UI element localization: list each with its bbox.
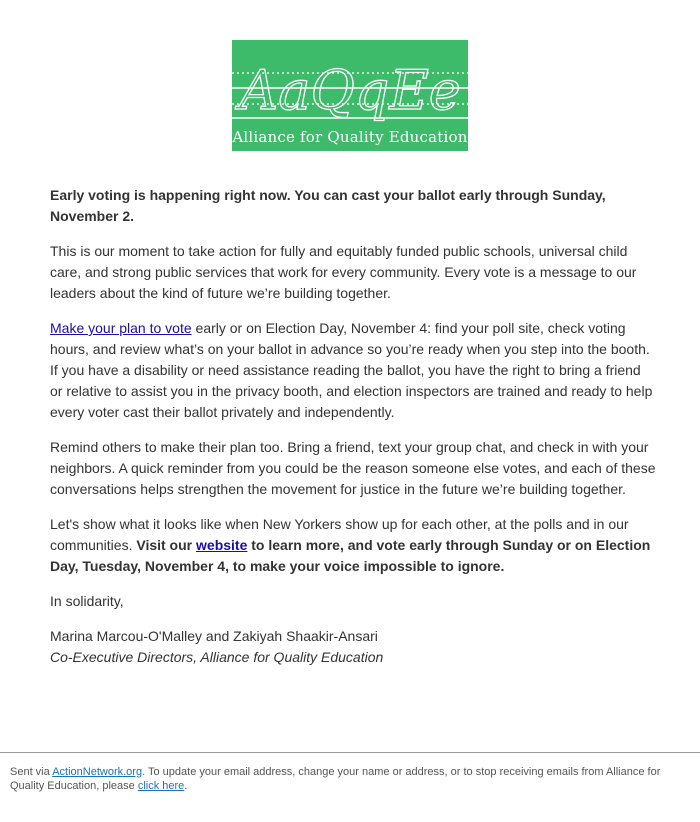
intro-text: Early voting is happening right now. You can cast your ballot early through Sunday, November 2. [50, 187, 606, 224]
show-up-text: Let's show what it looks like when New Yorkers show up for each other, at the polls and in our communities. [50, 516, 629, 553]
aqe-logo [232, 40, 468, 151]
signers: Marina Marcou-O'Malley and Zakiyah Shaakir-Ansari [50, 628, 378, 644]
closing: In solidarity, [50, 593, 124, 609]
paragraph-moment: This is our moment to take action for fully and equitably funded public schools, universal child care, and strong public services that work for every community. Every vote is a message to our leaders about the kind of future we’re building together. [50, 243, 637, 301]
paragraph-remind: Remind others to make their plan too. Bring a friend, text your group chat, and check in with your neighbors. A quick reminder from you could be the reason someone else votes, and each of these conversations helps strengthen the movement for justice in the future we’re building together. [50, 439, 656, 497]
actionnetwork-link[interactable]: ActionNetwork.org [52, 766, 143, 778]
footer-pre: Sent via [10, 766, 53, 778]
make-plan-link[interactable]: Make your plan to vote [50, 320, 192, 336]
click-here-link[interactable]: click here [137, 780, 185, 792]
footer [0, 752, 700, 793]
visit-post: to learn more, and vote early through Sunday or on Election Day, Tuesday, November 4, to make your voice impossible to ignore. [50, 537, 651, 574]
website-link[interactable]: website [196, 537, 248, 553]
message-content [50, 185, 656, 682]
paragraph-plan [50, 318, 656, 423]
logo-letters: AaQqEe [239, 59, 461, 122]
visit-text [50, 537, 650, 574]
visit-pre: Visit our [136, 537, 197, 553]
signer-title: Co-Executive Directors, Alliance for Quality Education [50, 649, 384, 665]
plan-text: early or on Election Day, November 4: find your poll site, check voting hours, and review what’s on your ballot in advance so you’re ready when you step into the booth. If you have a disability or need assistance reading the ballot, you have the right to bring a friend or relative to assist you in the privacy booth, and election inspectors are trained and ready to help every voter cast their ballot privately and independently. [50, 320, 653, 420]
paragraph-show-up [50, 514, 656, 577]
footer-text [0, 753, 700, 793]
footer-post: . [184, 780, 188, 792]
footer-mid: . To update your email address, change your name or address, or to stop receiving emails from Alliance for Quality Education, please [10, 766, 661, 792]
logo-caption: Alliance for Quality Education [232, 128, 468, 146]
